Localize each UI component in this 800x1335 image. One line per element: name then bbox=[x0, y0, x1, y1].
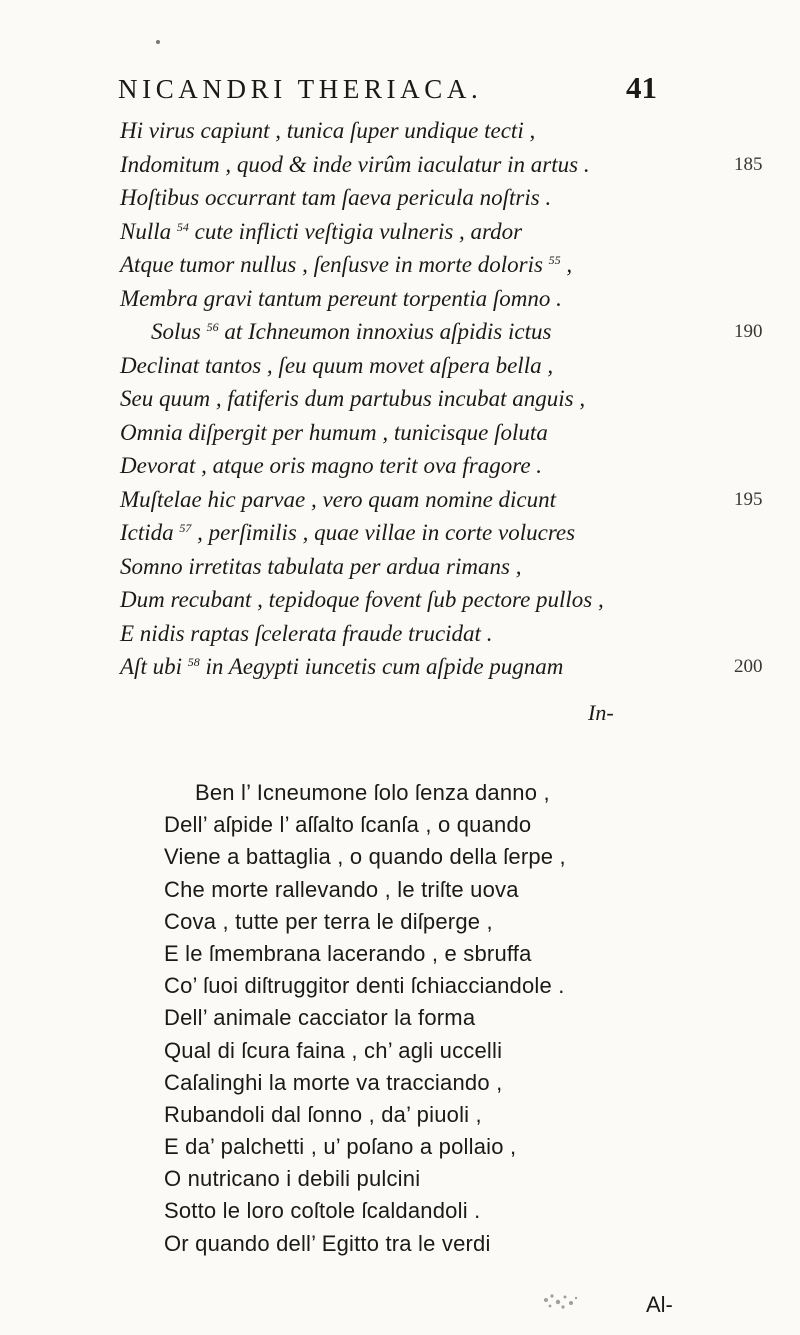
latin-verse-line: Somno irretitas tabulata per ardua rimans , bbox=[120, 553, 522, 579]
line-number: 185 bbox=[734, 153, 763, 175]
footnote-marker: 55 bbox=[548, 253, 561, 267]
latin-verse-line: Membra gravi tantum pereunt torpentia ſomno . bbox=[120, 285, 562, 311]
italian-verse-line: Dell’ aſpide l’ aſſalto ſcanſa , o quando bbox=[164, 812, 532, 838]
italian-verse-line: Sotto le loro coſtole ſcaldandoli . bbox=[164, 1198, 481, 1224]
italian-verse-line: Che morte rallevando , le triſte uova bbox=[164, 876, 519, 902]
latin-verse-line: Devorat , atque oris magno terit ova fragore . bbox=[120, 453, 543, 478]
italian-verse-line: O nutricano i debili pulcini bbox=[164, 1166, 421, 1192]
italian-verse-line: E da’ palchetti , u’ poſano a pollaio , bbox=[164, 1134, 517, 1160]
ink-speck bbox=[156, 40, 160, 44]
latin-verse-block bbox=[120, 114, 710, 684]
italian-verse-line: Cova , tutte per terra le diſperge , bbox=[164, 908, 493, 934]
latin-verse-line: Nulla $^{54}$ cute inflicti veſtigia vulneris , ardor bbox=[120, 218, 523, 244]
line-number: 195 bbox=[734, 488, 763, 510]
page-header bbox=[118, 70, 678, 110]
footnote-marker: 54 bbox=[176, 219, 189, 234]
latin-verse-line: Hoſtibus occurrant tam ſaeva pericula noſtris . bbox=[120, 185, 552, 210]
latin-verse-line: Dum recubant , tepidoque fovent ſub pectore pullos , bbox=[120, 587, 604, 612]
footnote-marker: 57 bbox=[179, 521, 192, 535]
italian-verse-line: Rubandoli dal ſonno , da’ piuoli , bbox=[164, 1101, 482, 1127]
italian-verse-line: Caſalinghi la morte va tracciando , bbox=[164, 1069, 503, 1095]
line-number: 190 bbox=[734, 321, 763, 342]
italian-verse-line: Dell’ animale cacciator la forma bbox=[164, 1005, 476, 1031]
printer-ornament-icon bbox=[538, 1288, 582, 1314]
latin-verse-line: Atque tumor nullus , ſenſusve in morte doloris $^{55}$ , bbox=[120, 252, 573, 277]
page-number: 41 bbox=[626, 70, 657, 105]
latin-verse-line: Solus $^{56}$ at Ichneumon innoxius aſpidis ictus bbox=[151, 319, 552, 344]
latin-verse-line: Indomitum , quod & inde virûm iaculatur in artus . bbox=[120, 151, 590, 177]
latin-verse-line: Seu quum , fatiferis dum partubus incubat anguis , bbox=[120, 386, 586, 411]
italian-verse-line: E le ſmembrana lacerando , e sbruffa bbox=[164, 940, 532, 966]
italian-verse-line: Or quando dell’ Egitto tra le verdi bbox=[164, 1230, 491, 1256]
latin-verse-line: E nidis raptas ſcelerata fraude trucidat . bbox=[120, 620, 493, 646]
catchword-italian: Al- bbox=[646, 1292, 673, 1317]
latin-verse-line: Ictida $^{57}$ , perſimilis , quae villae in corte volucres bbox=[120, 520, 576, 545]
italian-verse-line: Viene a battaglia , o quando della ſerpe , bbox=[164, 844, 566, 870]
italian-verse-line: Co’ ſuoi diſtruggitor denti ſchiacciandole . bbox=[164, 973, 565, 999]
catchword-latin: In- bbox=[588, 700, 614, 725]
italian-translation-block bbox=[164, 777, 724, 1260]
line-number: 200 bbox=[734, 656, 763, 677]
latin-verse-line: Aſt ubi $^{58}$ in Aegypti iuncetis cum aſpide pugnam bbox=[120, 654, 564, 679]
footnote-marker: 56 bbox=[206, 320, 219, 334]
latin-verse-line: Hi virus capiunt , tunica ſuper undique tecti , bbox=[120, 118, 536, 143]
italian-verse-line: Ben l’ Icneumone ſolo ſenza danno , bbox=[195, 780, 550, 805]
latin-verse-line: Muſtelae hic parvae , vero quam nomine dicunt bbox=[120, 486, 557, 512]
italian-verse-line: Qual di ſcura faina , ch’ agli uccelli bbox=[164, 1037, 503, 1063]
running-title: NICANDRI THERIACA. bbox=[118, 74, 483, 104]
latin-verse-line: Declinat tantos , ſeu quum movet aſpera bella , bbox=[120, 352, 554, 378]
footnote-marker: 58 bbox=[187, 655, 200, 669]
latin-verse-line: Omnia diſpergit per humum , tunicisque ſoluta bbox=[120, 419, 548, 445]
